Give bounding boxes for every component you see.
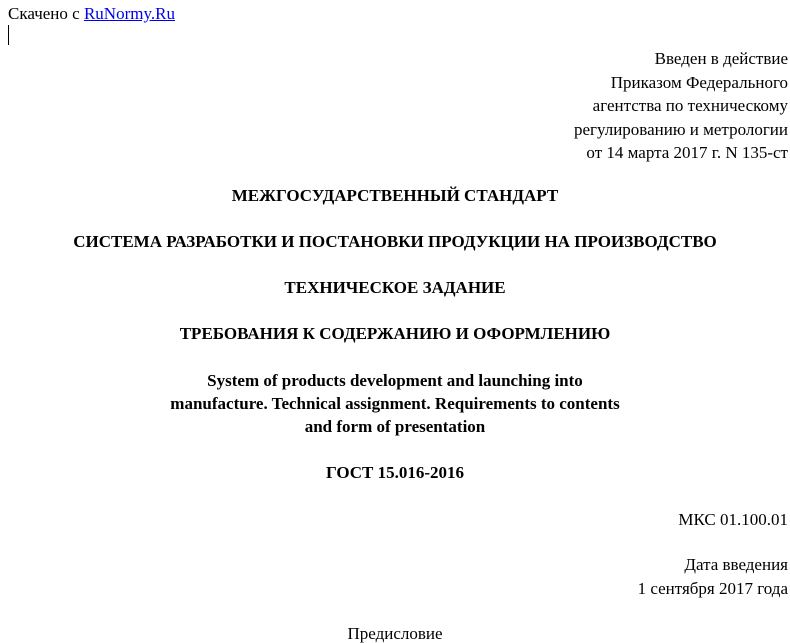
mks-code: МКС 01.100.01 bbox=[678, 510, 788, 529]
source-line bbox=[8, 2, 175, 25]
enactment-line: агентства по техническому bbox=[592, 96, 788, 115]
heading-requirements: ТРЕБОВАНИЯ К СОДЕРЖАНИЮ И ОФОРМЛЕНИЮ bbox=[179, 324, 611, 343]
introduction-date-block bbox=[638, 553, 788, 600]
heading-interstate-standard: МЕЖГОСУДАРСТВЕННЫЙ СТАНДАРТ bbox=[231, 186, 559, 205]
enactment-line: от 14 марта 2017 г. N 135-ст bbox=[586, 143, 788, 162]
english-title-line: and form of presentation bbox=[304, 417, 486, 436]
enactment-block bbox=[574, 47, 788, 165]
enactment-line: регулированию и метрологии bbox=[573, 119, 788, 139]
english-title-line: System of products development and launching into bbox=[207, 371, 583, 390]
foreword-heading: Предисловие bbox=[347, 624, 443, 643]
english-title-line: manufacture. Technical assignment. Requirements to contents bbox=[170, 394, 620, 413]
heading-technical-task: ТЕХНИЧЕСКОЕ ЗАДАНИЕ bbox=[284, 278, 506, 297]
runormy-link[interactable]: RuNormy.Ru bbox=[83, 4, 175, 23]
gost-code: ГОСТ 15.016-2016 bbox=[325, 463, 465, 482]
introduction-date-label: Дата введения bbox=[684, 555, 788, 574]
introduction-date-value: 1 сентября 2017 года bbox=[637, 578, 788, 598]
text-cursor bbox=[8, 25, 9, 45]
english-title bbox=[0, 369, 790, 438]
source-prefix: Скачено с bbox=[8, 4, 84, 23]
enactment-line: Приказом Федерального bbox=[610, 72, 788, 92]
enactment-line: Введен в действие bbox=[654, 49, 788, 68]
heading-system-title: СИСТЕМА РАЗРАБОТКИ И ПОСТАНОВКИ ПРОДУКЦИИ НА ПРОИЗВОДСТВО bbox=[73, 232, 717, 251]
